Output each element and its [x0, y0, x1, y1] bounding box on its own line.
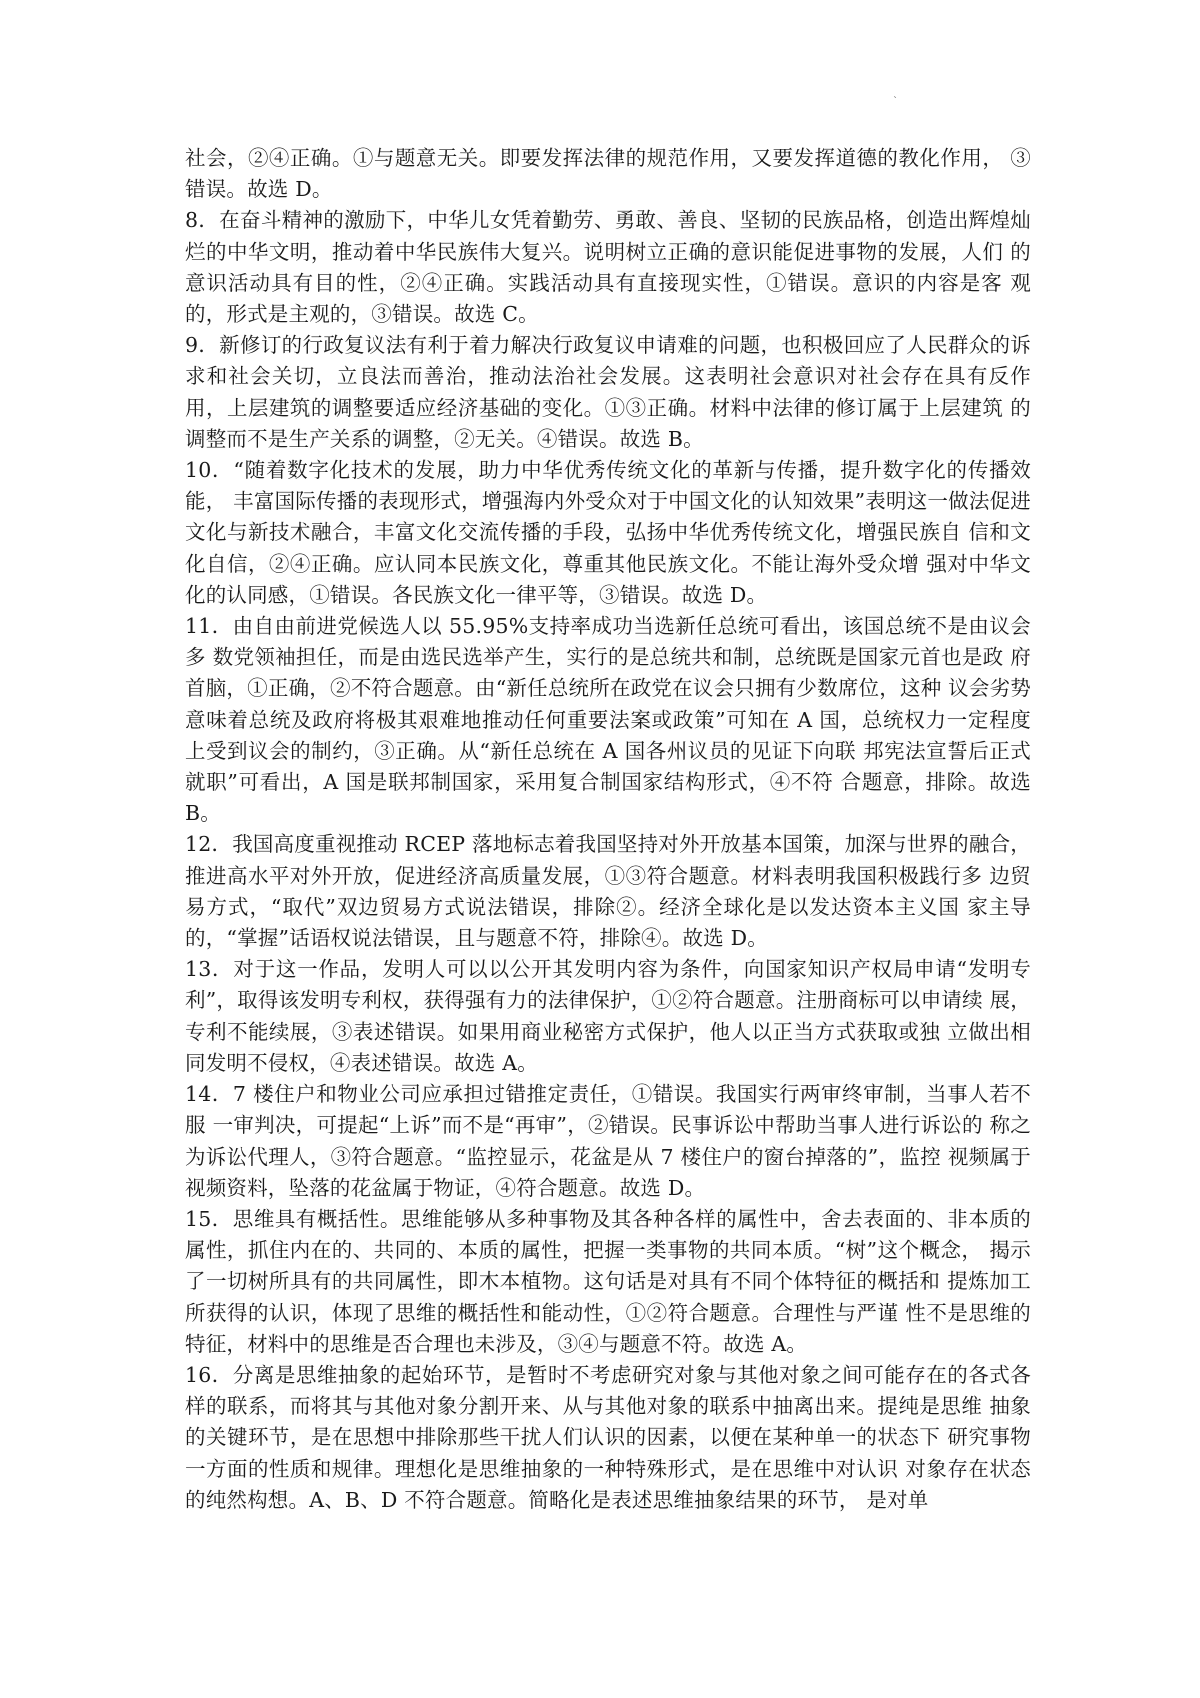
answer-explanations	[185, 143, 1031, 1516]
paragraph-q15: 15．思维具有概括性。思维能够从多种事物及其各种各样的属性中，舍去表面的、非本质的属性，抓住内在的、共同的、本质的属性，把握一类事物的共同本质。“树”这个概念， 揭示了一切树所具有的共同属性，即木本植物。这句话是对具有不同个体特征的概括和 提炼加工所获得的认识，体现了思维的概括性和能动性，①②符合题意。合理性与严谨 性不是思维的特征，材料中的思维是否合理也未涉及，③④与题意不符。故选 A。	[185, 1206, 1031, 1356]
paragraph-q12: 12．我国高度重视推动 RCEP 落地标志着我国坚持对外开放基本国策，加深与世界的融合，推进高水平对外开放，促进经济高质量发展，①③符合题意。材料表明我国积极践行多 边贸易方式，“取代”双边贸易方式说法错误，排除②。经济全球化是以发达资本主义国 家主导的，“掌握”话语权说法错误，且与题意不符，排除④。故选 D。	[185, 832, 1031, 951]
paragraph-q9: 9．新修订的行政复议法有利于着力解决行政复议申请难的问题，也积极回应了人民群众的诉 求和社会关切，立良法而善治，推动法治社会发展。这表明社会意识对社会存在具有反作 用，上层建筑的调整要适应经济基础的变化。①③正确。材料中法律的修订属于上层建筑 的调整而不是生产关系的调整，②无关。④错误。故选 B。	[185, 333, 1031, 451]
paragraph-q8: 8．在奋斗精神的激励下，中华儿女凭着勤劳、勇敢、善良、坚韧的民族品格，创造出辉煌灿 烂的中华文明，推动着中华民族伟大复兴。说明树立正确的意识能促进事物的发展，人们 的意识活动具有目的性，②④正确。实践活动具有直接现实性，①错误。意识的内容是客 观的，形式是主观的，③错误。故选 C。	[185, 208, 1031, 327]
paragraph-q14: 14．7 楼住户和物业公司应承担过错推定责任，①错误。我国实行两审终审制，当事人若不服 一审判决，可提起“上诉”而不是“再审”，②错误。民事诉讼中帮助当事人进行诉讼的 称之为诉讼代理人，③符合题意。“监控显示，花盆是从 7 楼住户的窗台掉落的”，监控 视频属于视频资料，坠落的花盆属于物证，④符合题意。故选 D。	[185, 1082, 1031, 1200]
corner-mark: `	[893, 96, 898, 107]
paragraph-q13: 13．对于这一作品，发明人可以以公开其发明内容为条件，向国家知识产权局申请“发明专利”，取得该发明专利权，获得强有力的法律保护，①②符合题意。注册商标可以申请续 展，专利不能续展，③表述错误。如果用商业秘密方式保护，他人以正当方式获取或独 立做出相同发明不侵权，④表述错误。故选 A。	[185, 957, 1031, 1075]
paragraph-continuation: 社会，②④正确。①与题意无关。即要发挥法律的规范作用，又要发挥道德的教化作用， ③错误。故选 D。	[185, 146, 1031, 202]
paragraph-q11: 11．由自由前进党候选人以 55.95%支持率成功当选新任总统可看出，该国总统不是由议会多 数党领袖担任，而是由选民选举产生，实行的是总统共和制，总统既是国家元首也是政 府首脑，①正确，②不符合题意。由“新任总统所在政党在议会只拥有少数席位，这种 议会劣势意味着总统及政府将极其艰难地推动任何重要法案或政策”可知在 A 国，总统权力一定程度上受到议会的制约，③正确。从“新任总统在 A 国各州议员的见证下向联 邦宪法宣誓后正式就职”可看出，A 国是联邦制国家，采用复合制国家结构形式，④不符 合题意，排除。故选 B。	[185, 614, 1031, 826]
paragraph-q16: 16．分离是思维抽象的起始环节，是暂时不考虑研究对象与其他对象之间可能存在的各式各样的联系，而将其与其他对象分割开来、从与其他对象的联系中抽离出来。提纯是思维 抽象的关键环节，是在思想中排除那些干扰人们认识的因素，以便在某种单一的状态下 研究事物一方面的性质和规律。理想化是思维抽象的一种特殊形式，是在思维中对认识 对象存在状态的纯然构想。A、B、D 不符合题意。简略化是表述思维抽象结果的环节， 是对单	[185, 1362, 1031, 1512]
paragraph-q10: 10．“随着数字化技术的发展，助力中华优秀传统文化的革新与传播，提升数字化的传播效能， 丰富国际传播的表现形式，增强海内外受众对于中国文化的认知效果”表明这一做法促进文化与新技术融合，丰富文化交流传播的手段，弘扬中华优秀传统文化，增强民族自 信和文化自信，②④正确。应认同本民族文化，尊重其他民族文化。不能让海外受众增 强对中华文化的认同感，①错误。各民族文化一律平等，③错误。故选 D。	[185, 458, 1031, 607]
